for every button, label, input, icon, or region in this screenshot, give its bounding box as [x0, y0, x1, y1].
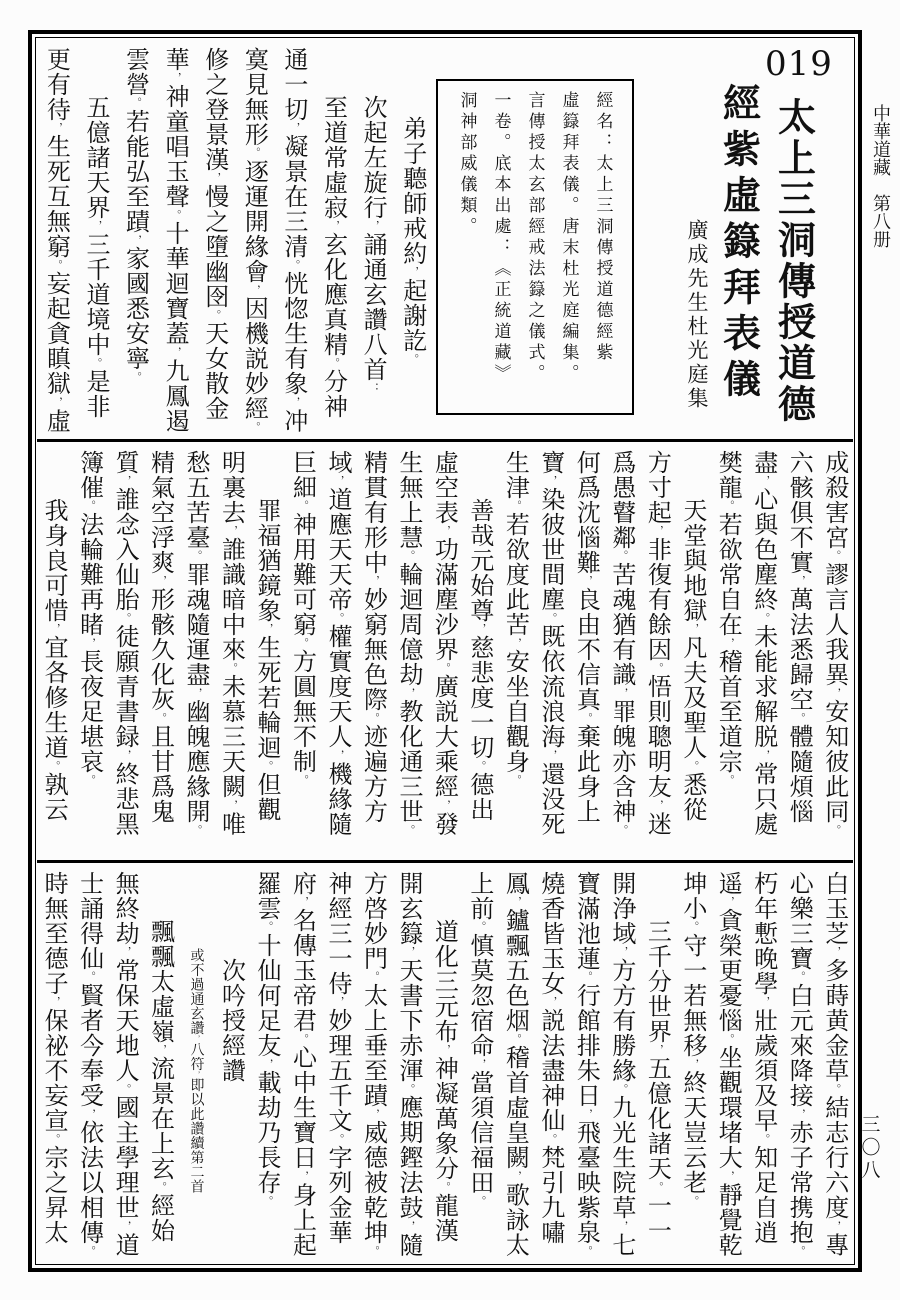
text-column — [143, 863, 178, 1265]
text-column — [37, 39, 77, 439]
column-text: 生無上慧。輪迴周億劫，教化通三世。 — [394, 450, 423, 837]
text-column — [818, 863, 853, 1265]
column-text: 巨細。神用難可窮。方圓無不制。 — [288, 450, 317, 787]
colophon-column — [450, 91, 484, 403]
column-text: 次起左旋行，誦通玄讚八首： — [359, 95, 388, 395]
text-column — [392, 863, 427, 1265]
text-column — [250, 442, 285, 860]
column-text: 飄飄太虛嶺，流景在上玄。經始 — [146, 919, 175, 1244]
catalog-number: 019 — [765, 44, 833, 84]
text-column — [108, 863, 143, 1265]
colophon-column — [484, 91, 518, 403]
column-text: 盡，心與色塵終。未能求解脱，常只處 — [749, 450, 778, 837]
column-text: 簿催。法輪難再睹，長夜足堪哀。 — [75, 450, 104, 787]
column-text: 士誦得仙。賢者今奉受，依法以相傳。 — [75, 871, 104, 1258]
text-column — [195, 39, 235, 439]
section-heading-column — [214, 863, 249, 1265]
text-column — [782, 442, 817, 860]
text-column — [77, 39, 117, 439]
page-title: 太上三洞傳授道德 — [771, 97, 817, 425]
band-top — [37, 39, 853, 439]
author-column — [681, 219, 713, 439]
column-text: 精氣空浮爽，形骸久化灰。且甘爲鬼 — [146, 450, 175, 825]
title-column-secondary — [715, 83, 763, 439]
column-text: 明裏去，誰識暗中來。未慕三天闕，唯 — [217, 450, 246, 837]
text-column — [534, 863, 569, 1265]
colophon-column — [586, 91, 620, 403]
text-column — [354, 39, 394, 439]
column-text: 爲愚瞽鄰。苦魂猶有識，罪魄亦含神。 — [607, 450, 636, 837]
volume-label — [864, 104, 896, 304]
text-column — [640, 442, 675, 860]
column-text: 寶，染彼世間塵。既依流浪海，還没死 — [536, 450, 565, 837]
text-column — [534, 442, 569, 860]
text-column — [321, 442, 356, 860]
text-column — [108, 442, 143, 860]
text-column — [285, 863, 320, 1265]
column-text: 白玉芝，多蒔黄金草。結志行六度，專 — [820, 871, 849, 1258]
colophon-column-text: 言傳授太玄部經戒法籙之儀式。 — [524, 91, 545, 385]
column-text: 生津。若欲度此苦，安坐自觀身。 — [501, 450, 530, 787]
colophon-columns — [438, 81, 632, 413]
text-column — [569, 442, 604, 860]
folio-page-number-text: 三〇八 — [858, 1114, 881, 1183]
text-column — [72, 863, 107, 1265]
column-text: 鳳，鑪飄五色烟。稽首虛皇闕，歌詠太 — [501, 871, 530, 1258]
text-column — [605, 863, 640, 1265]
text-column — [235, 39, 275, 439]
colophon-column-text: 洞神部威儀類。 — [456, 91, 477, 238]
column-text: 修之登景漢，慢之墮幽囹。天女散金 — [200, 47, 229, 422]
text-column — [640, 863, 675, 1265]
text-column — [393, 39, 433, 439]
text-column — [498, 863, 533, 1265]
column-text: 質，誰念入仙胎。徒願青書録，終悲黑 — [111, 450, 140, 837]
text-column — [356, 863, 391, 1265]
column-text: 上前。慎莫忽宿命，當須信福田。 — [465, 871, 494, 1208]
column-text: 神經三一侍，妙理五千文。字列金華 — [323, 871, 352, 1246]
text-column — [143, 442, 178, 860]
text-column — [605, 442, 640, 860]
text-column — [818, 442, 853, 860]
text-column — [782, 863, 817, 1265]
text-column — [314, 39, 354, 439]
column-text: 精貫有形中，妙窮無色際。迹遍方方 — [359, 450, 388, 825]
column-text: 或不過通玄讚，八符，即以此讚續第二首 — [188, 948, 205, 1194]
column-text: 我身良可惜，宜各修生道。孰云 — [40, 498, 69, 823]
text-column — [321, 863, 356, 1265]
inner-border — [35, 37, 855, 1265]
column-text: 開玄籙，天書下赤渾。應期鏗法鼓，隨 — [394, 871, 423, 1258]
column-text: 雲營。若能弘至蹟，家國悉安寧。 — [121, 47, 150, 384]
column-text: 域，道應天天帝。權實度天人，機緣隨 — [323, 450, 352, 837]
text-column — [116, 39, 156, 439]
column-text: 朽年慙晚學，壯歲須及早。知足自逍 — [749, 871, 778, 1246]
text-column — [711, 442, 746, 860]
column-text: 方寸起，非復有餘因。悟則聰明友，迷 — [643, 450, 672, 837]
column-text: 方啓妙門。太上垂至蹟，威德被乾坤。 — [359, 871, 388, 1258]
column-text: 道化三元布，神凝萬象分。龍漢 — [430, 919, 459, 1244]
column-text: 至道常虛寂，玄化應真精。分神 — [319, 95, 348, 420]
text-column — [285, 442, 320, 860]
column-text: 罪福猶鏡象，生死若輪迴。但觀 — [253, 498, 281, 823]
column-text: 羅雲。十仙何足友，載劫乃長存。 — [253, 871, 281, 1208]
column-text: 五億諸天界，三千道境中。是非 — [81, 95, 110, 420]
text-column — [747, 442, 782, 860]
column-text: 遥，貪榮更憂惱。坐觀環堵大，靜覺乾 — [714, 871, 743, 1258]
column-text: 成殺害宮。謬言人我異，安知彼此同。 — [820, 450, 849, 837]
text-column — [747, 863, 782, 1265]
text-column — [250, 863, 285, 1265]
column-text: 無終劫，常保天地人。國主學理世，道 — [111, 871, 140, 1258]
column-text: 更有待，生死互無窮。妄起貪瞋獄，虛 — [42, 47, 71, 434]
text-column — [711, 863, 746, 1265]
column-text: 虛空表，功滿塵沙界。廣説大乘經，發 — [430, 450, 459, 837]
column-text: 寞見無形。逐運開緣會，因機説妙經。 — [240, 47, 269, 434]
title-column-primary — [770, 97, 818, 439]
colophon-column — [518, 91, 552, 403]
column-text: 何爲沈惱難，良由不信真。棄此身上 — [572, 450, 601, 825]
column-text: 弟子聽師戒約，起謝訖。 — [398, 116, 427, 366]
band-top-text — [37, 39, 433, 439]
text-column — [156, 39, 196, 439]
column-text: 樊龍。若欲常自在，稽首至道宗。 — [714, 450, 743, 787]
text-column — [392, 442, 427, 860]
text-column — [463, 863, 498, 1265]
colophon-column-text: 經名：太上三洞傳授道德經紫 — [592, 91, 613, 364]
column-text: 寶滿池蓮。行館排朱日，飛臺映紫泉。 — [572, 871, 601, 1258]
text-column — [427, 442, 462, 860]
column-text: 通一切，凝景在三清。恍惚生有象，冲 — [279, 47, 308, 434]
column-text: 燒香皆玉女，説法盡神仙。梵引九嘯 — [536, 871, 565, 1246]
column-text: 華，神童唱玉聲。十華迴寶蓋，九鳳遏 — [161, 47, 190, 434]
column-text: 心樂三寶。白元來降接，赤子常携抱。 — [785, 871, 814, 1258]
volume-label-text: 中華道藏 第八册 — [870, 104, 891, 248]
text-column — [37, 863, 72, 1265]
text-column — [427, 863, 462, 1265]
column-text: 三千分世界，五億化諸天。一一 — [643, 919, 672, 1244]
text-column — [463, 442, 498, 860]
text-column — [72, 442, 107, 860]
colophon-column-text: 一卷。底本出處：《正統道藏》 — [490, 91, 511, 385]
column-text: 開浄域，方方有勝緣。九光生院草，七 — [607, 871, 636, 1258]
page-title-continued: 經紫虛籙拜表儀 — [716, 83, 762, 405]
colophon-column-text: 虛籙拜表儀。唐末杜光庭編集。 — [558, 91, 579, 385]
column-text: 次吟授經讚 — [217, 958, 246, 1083]
text-column — [37, 442, 72, 860]
colophon-box — [436, 79, 634, 415]
annotation-column — [179, 863, 214, 1265]
page-content — [37, 39, 853, 1263]
document-frame — [28, 30, 862, 1272]
column-text: 時無至德子，保祕不妄宣。宗之昇太 — [40, 871, 69, 1246]
text-column — [275, 39, 315, 439]
text-column — [569, 863, 604, 1265]
band-bottom — [37, 863, 853, 1265]
column-text: 六骸俱不實，萬法悉歸空。體隨煩惱 — [785, 450, 814, 825]
column-text: 天堂與地獄，凡夫及聖人。悉從 — [678, 498, 707, 823]
column-text: 坤小。守一若無移，終天豈云老。 — [678, 871, 707, 1208]
band-middle — [37, 442, 853, 860]
text-column — [356, 442, 391, 860]
author-text: 廣成先生杜光庭集 — [685, 219, 709, 411]
text-column — [179, 442, 214, 860]
colophon-column — [552, 91, 586, 403]
text-column — [214, 442, 249, 860]
column-text: 善哉元始尊，慈悲度一切。德出 — [465, 498, 494, 823]
text-column — [676, 442, 711, 860]
column-text: 愁五苦臺。罪魂隨運盡，幽魄應緣開。 — [182, 450, 211, 837]
text-column — [676, 863, 711, 1265]
column-text: 府，名傳玉帝君。心中生寶日，身上起 — [288, 871, 317, 1258]
text-column — [498, 442, 533, 860]
